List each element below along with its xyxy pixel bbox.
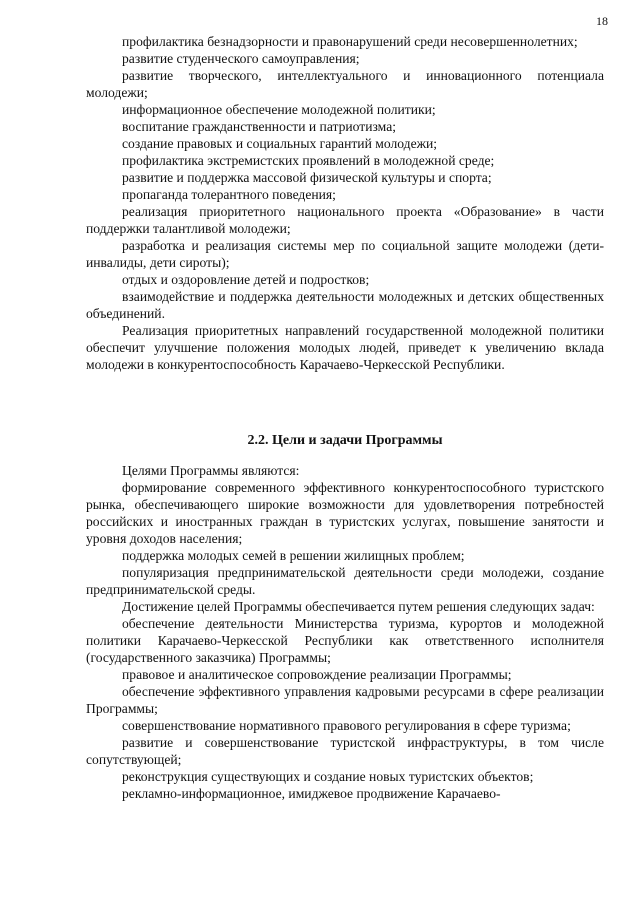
section-heading: 2.2. Цели и задачи Программы — [247, 433, 443, 448]
paragraph: создание правовых и социальных гарантий молодежи; — [122, 136, 438, 151]
paragraph: обеспечение эффективного управления кадровыми ресурсами в сфере реализации Программы; — [86, 684, 604, 716]
paragraph: Целями Программы являются: — [122, 463, 300, 478]
paragraph: реализация приоритетного национального проекта «Образование» в части поддержки талантливой молодежи; — [86, 204, 604, 236]
paragraph: совершенствование нормативного правового регулирования в сфере туризма; — [122, 718, 571, 733]
paragraph: развитие и совершенствование туристской инфраструктуры, в том числе сопутствующей; — [86, 735, 604, 767]
goals-list-continued — [86, 33, 604, 373]
paragraph: пропаганда толерантного поведения; — [122, 187, 336, 202]
paragraph: взаимодействие и поддержка деятельности молодежных и детских общественных объединений. — [86, 289, 604, 321]
section-body — [86, 462, 604, 802]
paragraph: реконструкция существующих и создание новых туристских объектов; — [122, 769, 534, 784]
paragraph: развитие студенческого самоуправления; — [122, 51, 360, 66]
page-number: 18 — [596, 14, 608, 28]
paragraph: формирование современного эффективного конкурентоспособного туристского рынка, обеспечивающего широкие возможности для удовлетворения потребностей российских и иностранных граждан в туристских услугах, повышение занятости и уровня доходов населения; — [86, 480, 604, 546]
paragraph: обеспечение деятельности Министерства туризма, курортов и молодежной политики Карачаево-Черкесской Республики как ответственного исполнителя (государственного заказчика) Программы; — [86, 616, 604, 665]
paragraph: правовое и аналитическое сопровождение реализации Программы; — [122, 667, 512, 682]
paragraph: информационное обеспечение молодежной политики; — [122, 102, 436, 117]
paragraph: отдых и оздоровление детей и подростков; — [122, 272, 370, 287]
paragraph: Реализация приоритетных направлений государственной молодежной политики обеспечит улучшение положения молодых людей, приведет к увеличению вклада молодежи в конкурентоспособность Карачаево-Черкесской Республики. — [86, 323, 604, 372]
paragraph: популяризация предпринимательской деятельности среди молодежи, создание предпринимательской среды. — [86, 565, 604, 597]
paragraph: рекламно-информационное, имиджевое продвижение Карачаево- — [122, 786, 501, 801]
paragraph: профилактика экстремистских проявлений в молодежной среде; — [122, 153, 495, 168]
paragraph: профилактика безнадзорности и правонарушений среди несовершеннолетних; — [122, 34, 578, 49]
paragraph: разработка и реализация системы мер по социальной защите молодежи (дети-инвалиды, дети сироты); — [86, 238, 604, 270]
paragraph: развитие и поддержка массовой физической культуры и спорта; — [122, 170, 492, 185]
paragraph: развитие творческого, интеллектуального и инновационного потенциала молодежи; — [86, 68, 604, 100]
paragraph: воспитание гражданственности и патриотизма; — [122, 119, 397, 134]
paragraph: поддержка молодых семей в решении жилищных проблем; — [122, 548, 465, 563]
paragraph: Достижение целей Программы обеспечивается путем решения следующих задач: — [122, 599, 595, 614]
